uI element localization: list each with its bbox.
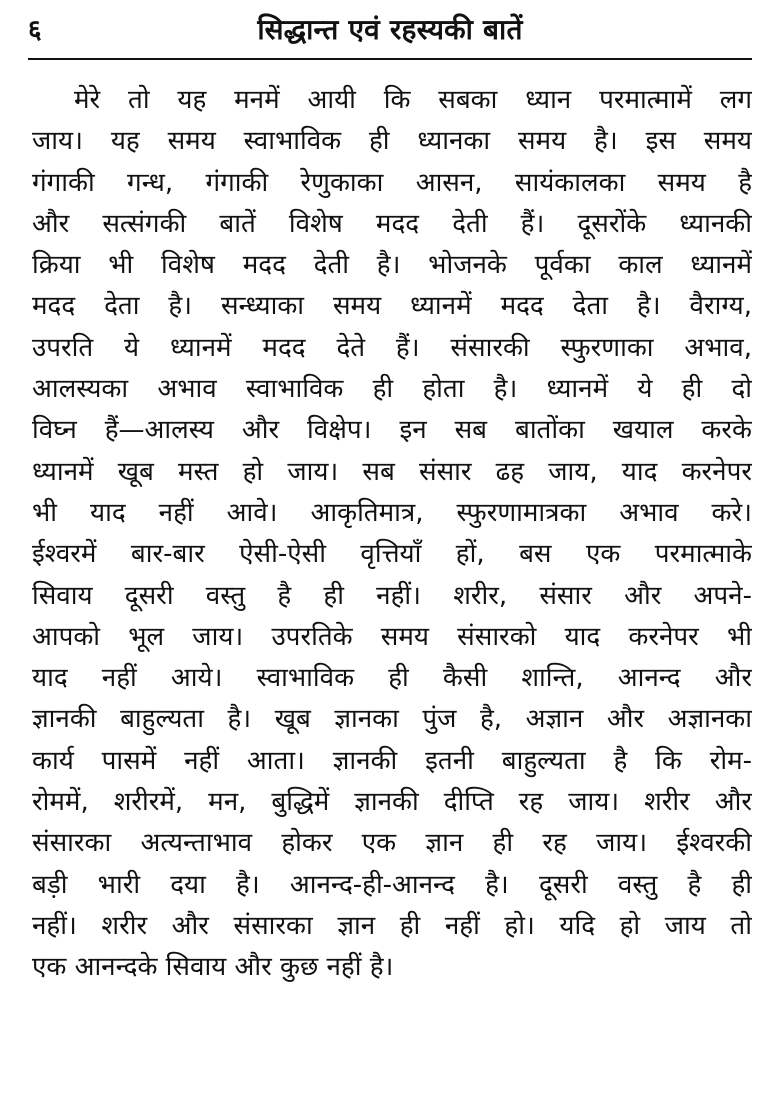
text-line: बड़ी भारी दया है। आनन्द-ही-आनन्द है। दूसरी वस्तु है ही — [32, 869, 752, 900]
text-line: क्रिया भी विशेष मदद देती है। भोजनके पूर्वका काल ध्यानमें — [32, 250, 752, 281]
text-line: मदद देता है। सन्ध्याका समय ध्यानमें मदद देता है। वैराग्य, — [32, 291, 752, 322]
text-line: और सत्संगकी बातें विशेष मदद देती हैं। दूसरोंके ध्यानकी — [32, 208, 752, 239]
text-line: आपको भूल जाय। उपरतिके समय संसारको याद करनेपर भी — [32, 621, 752, 652]
text-line: विघ्न हैं—आलस्य और विक्षेप। इन सब बातोंका खयाल करके — [32, 415, 752, 446]
text-line: ईश्वरमें बार-बार ऐसी-ऐसी वृत्तियाँ हों, बस एक परमात्माके — [32, 539, 752, 570]
text-line: एक आनन्दके सिवाय और कुछ नहीं है। — [32, 952, 394, 983]
text-line: संसारका अत्यन्ताभाव होकर एक ज्ञान ही रह जाय। ईश्वरकी — [32, 828, 752, 859]
text-line: रोममें, शरीरमें, मन, बुद्धिमें ज्ञानकी दीप्ति रह जाय। शरीर और — [32, 787, 752, 818]
text-line: उपरति ये ध्यानमें मदद देते हैं। संसारकी स्फुरणाका अभाव, — [32, 332, 752, 363]
text-line: सिवाय दूसरी वस्तु है ही नहीं। शरीर, संसार और अपने- — [32, 580, 752, 611]
page-number: ६ — [28, 15, 42, 45]
running-title: सिद्धान्त एवं रहस्यकी बातें — [257, 13, 523, 46]
page-header — [28, 12, 752, 52]
body-paragraph — [32, 80, 752, 989]
text-line: नहीं। शरीर और संसारका ज्ञान ही नहीं हो। यदि हो जाय तो — [32, 910, 752, 941]
text-line: गंगाकी गन्ध, गंगाकी रेणुकाका आसन, सायंकालका समय है — [32, 167, 752, 198]
text-line: जाय। यह समय स्वाभाविक ही ध्यानका समय है। इस समय — [32, 126, 752, 157]
text-line: ध्यानमें खूब मस्त हो जाय। सब संसार ढह जाय, याद करनेपर — [32, 456, 752, 487]
header-rule — [28, 58, 752, 60]
text-line: आलस्यका अभाव स्वाभाविक ही होता है। ध्यानमें ये ही दो — [32, 374, 752, 405]
text-line: भी याद नहीं आवे। आकृतिमात्र, स्फुरणामात्रका अभाव करे। — [32, 497, 752, 528]
text-line: याद नहीं आये। स्वाभाविक ही कैसी शान्ति, आनन्द और — [32, 663, 752, 694]
text-line: ज्ञानकी बाहुल्यता है। खूब ज्ञानका पुंज है, अज्ञान और अज्ञानका — [32, 704, 752, 735]
text-line: मेरे तो यह मनमें आयी कि सबका ध्यान परमात्मामें लग — [74, 85, 752, 115]
text-line: कार्य पासमें नहीं आता। ज्ञानकी इतनी बाहुल्यता है कि रोम- — [32, 745, 752, 776]
